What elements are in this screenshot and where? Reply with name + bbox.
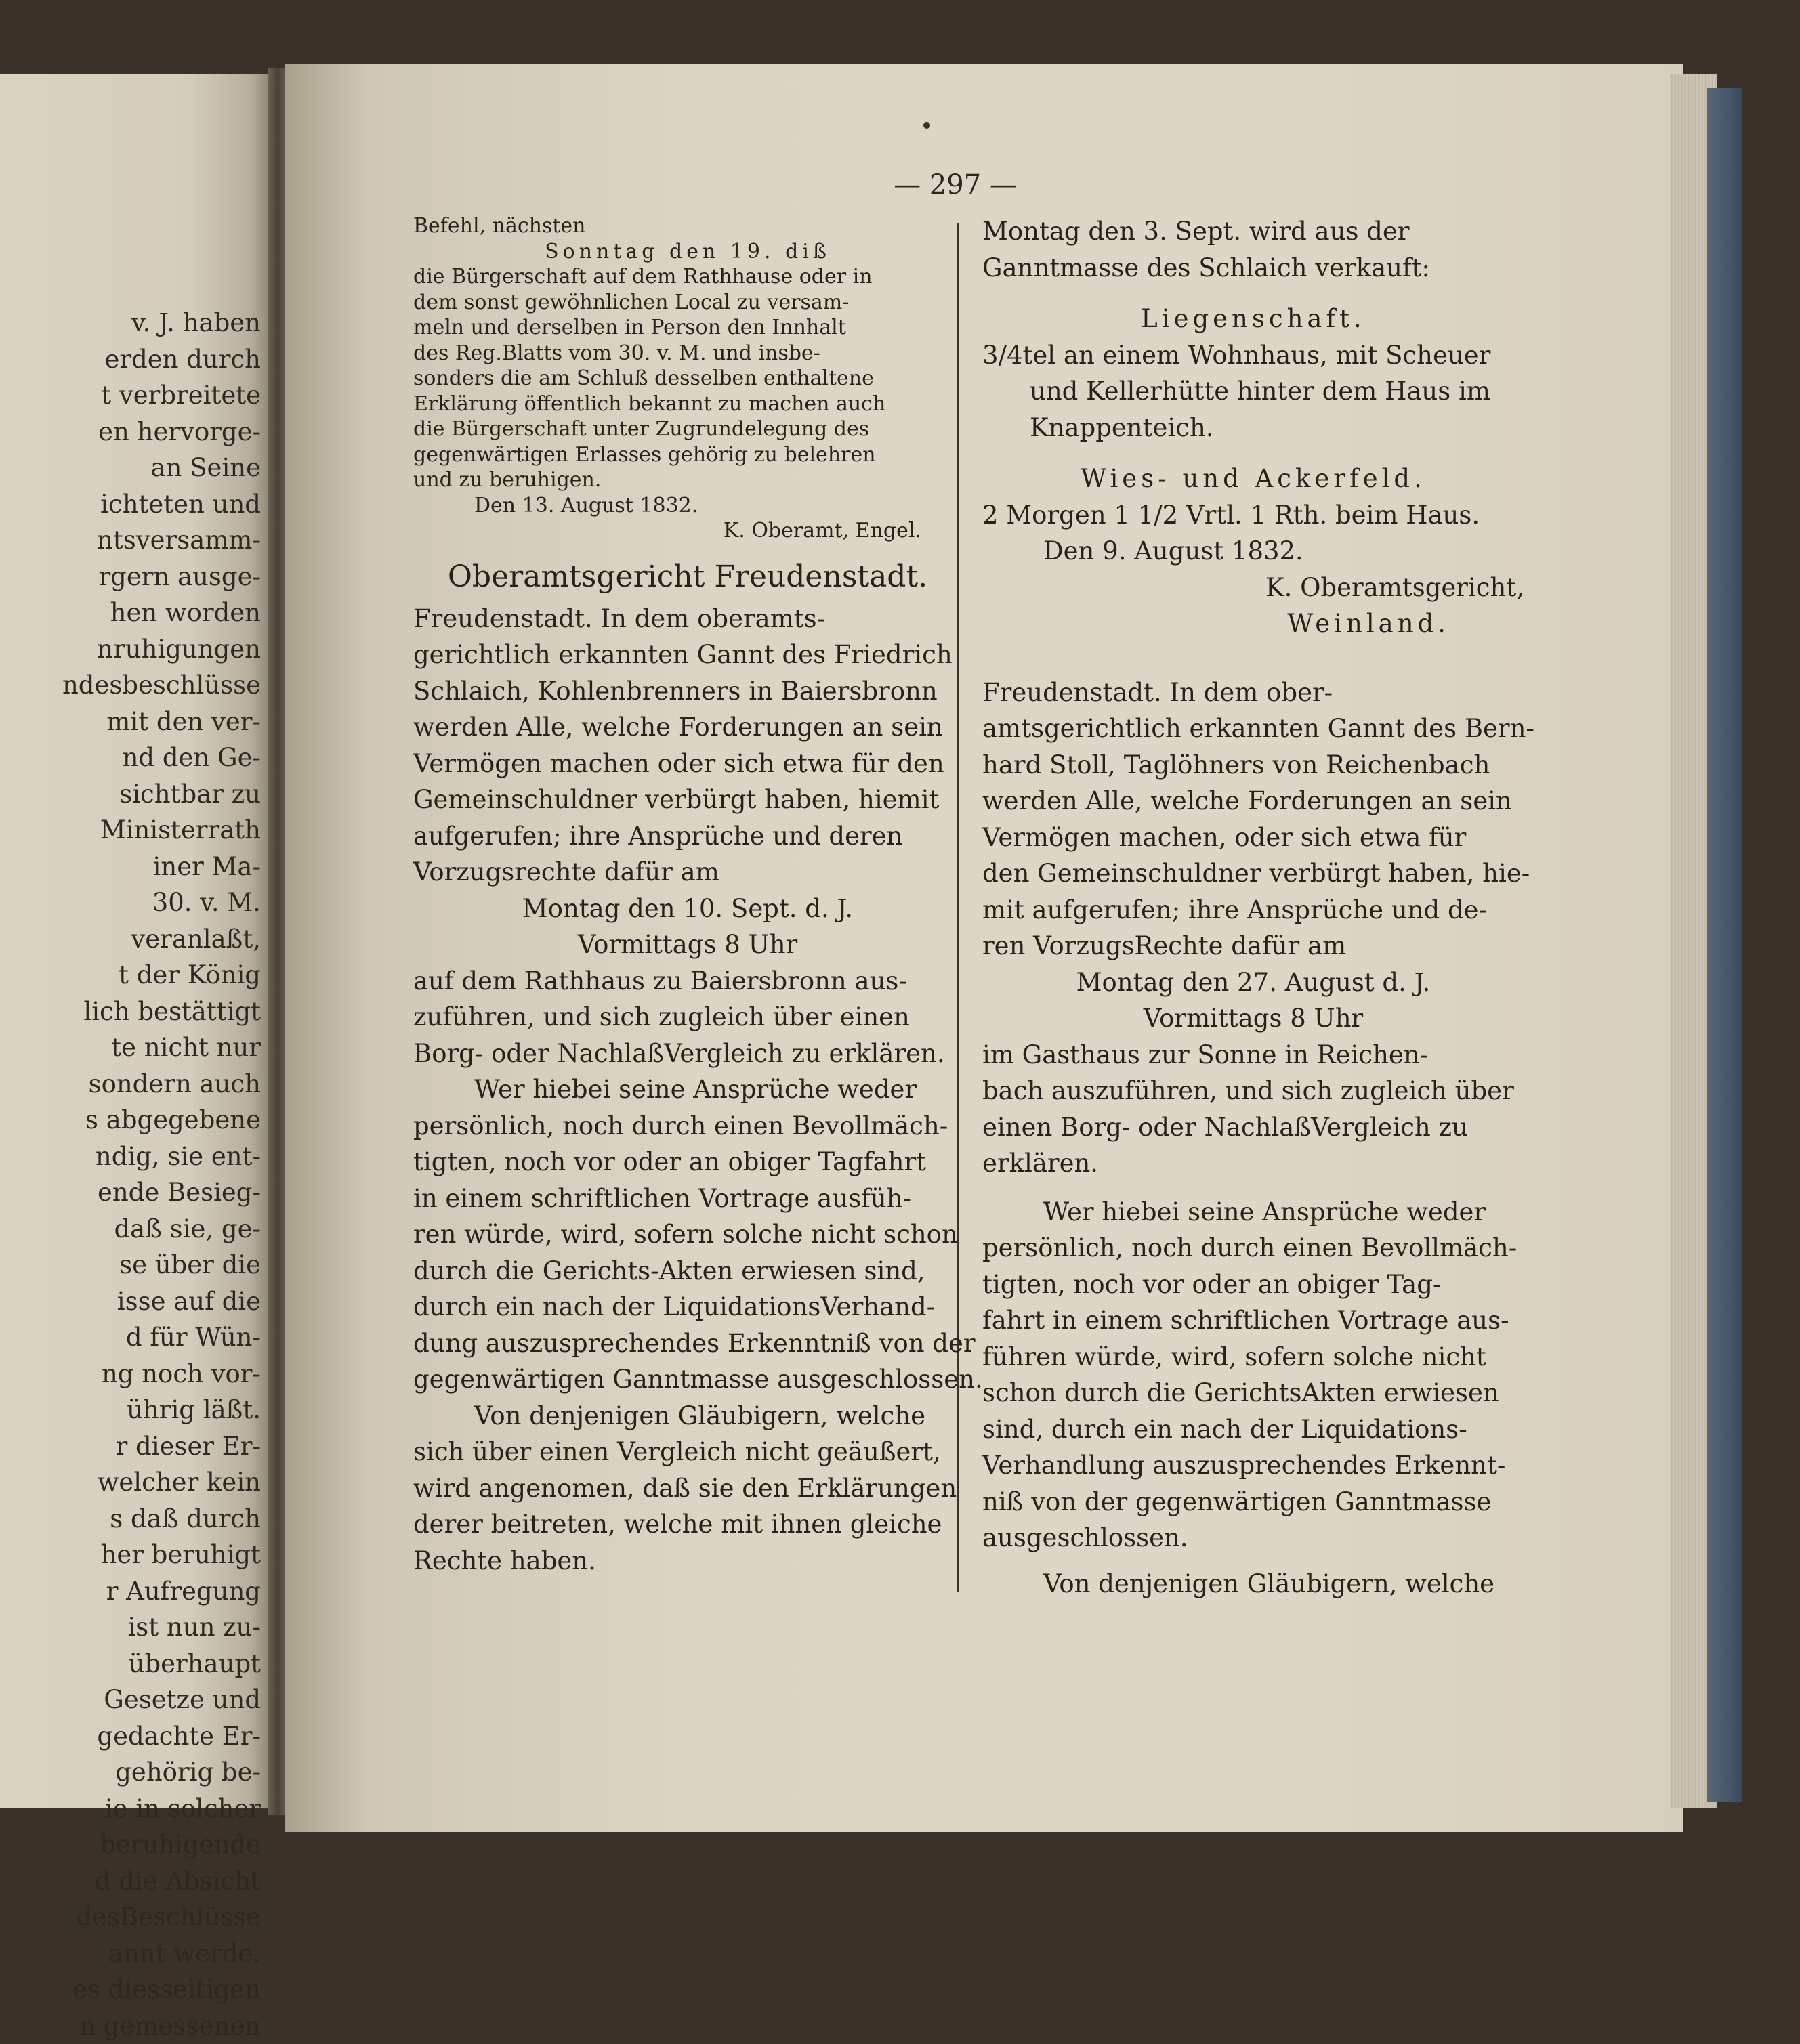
left-page-line: s abgegebene <box>0 1102 268 1138</box>
notice-line: Rechte haben. <box>413 1543 962 1579</box>
notice-line: Schlaich, Kohlenbrenners in Baiersbronn <box>413 673 962 710</box>
left-page-line: ist nun zu- <box>0 1609 268 1646</box>
decree-line: des Reg.Blatts vom 30. v. M. und insbe- <box>413 341 962 366</box>
notice-line: einen Borg- oder NachlaßVergleich zu <box>982 1109 1524 1146</box>
notice-body <box>413 601 962 891</box>
notice-line: ren würde, wird, sofern solche nicht schon <box>413 1216 962 1253</box>
notice-line: Vermögen machen oder sich etwa für den <box>413 746 962 782</box>
left-page-line: erden durch <box>0 341 268 378</box>
decree-line: und zu beruhigen. <box>413 467 962 493</box>
left-page-line: gehörig be- <box>0 1754 268 1791</box>
notice-line: ren VorzugsRechte dafür am <box>982 928 1524 964</box>
notice-line: Vermögen machen, oder sich etwa für <box>982 819 1524 856</box>
notice-line: derer beitreten, welche mit ihnen gleiche <box>413 1506 962 1543</box>
section-liegenschaft: Liegenschaft. <box>982 301 1524 337</box>
decree-line: dem sonst gewöhnlichen Local zu versam- <box>413 290 962 316</box>
notice-line: durch die Gerichts-Akten erwiesen sind, <box>413 1253 962 1290</box>
decree-line: Befehl, nächsten <box>413 213 962 239</box>
notice-line: Freudenstadt. In dem ober- <box>982 675 1524 711</box>
left-page-line: gedachte Er- <box>0 1718 268 1755</box>
notice-line: Wer hiebei seine Ansprüche weder <box>982 1194 1524 1231</box>
decree-line: K. Oberamt, Engel. <box>413 518 962 544</box>
left-page-line: ichteten und <box>0 486 268 523</box>
left-page-line: te nicht nur <box>0 1029 268 1066</box>
left-page-line: welcher kein <box>0 1464 268 1501</box>
left-page-line: d die Absicht <box>0 1863 268 1900</box>
notice-date: Den 9. August 1832. <box>982 533 1524 570</box>
sale-intro <box>982 213 1524 286</box>
left-page-line: ie in solcher <box>0 1791 268 1827</box>
left-page-line: isse auf die <box>0 1283 268 1320</box>
notice-paragraph-3 <box>982 1566 1524 1602</box>
left-page-line: r dieser Er- <box>0 1428 268 1465</box>
property-line: und Kellerhütte hinter dem Haus im <box>982 373 1524 410</box>
signature-name: Weinland. <box>982 605 1524 642</box>
hearing-date: Montag den 27. August d. J. <box>982 964 1524 1001</box>
notice-line: zuführen, und sich zugleich über einen <box>413 999 962 1036</box>
notice-line: führen würde, wird, sofern solche nicht <box>982 1339 1524 1376</box>
left-page-line: sondern auch <box>0 1066 268 1103</box>
notice-line: im Gasthaus zur Sonne in Reichen- <box>982 1037 1524 1073</box>
notice-line: wird angenomen, daß sie den Erklärungen <box>413 1470 962 1507</box>
notice-line: dung auszusprechendes Erkenntniß von der <box>413 1325 962 1362</box>
notice-line: durch ein nach der LiquidationsVerhand- <box>413 1289 962 1325</box>
notice-body <box>982 675 1524 964</box>
notice-body-continued <box>413 963 962 1072</box>
notice-line: schon durch die GerichtsAkten erwiesen <box>982 1375 1524 1411</box>
hearing-time: Vormittags 8 Uhr <box>413 927 962 963</box>
hearing-time: Vormittags 8 Uhr <box>982 1000 1524 1037</box>
notice-body-continued <box>982 1037 1524 1182</box>
notice-line: persönlich, noch durch einen Bevollmäch- <box>982 1230 1524 1266</box>
property-line: 3/4tel an einem Wohnhaus, mit Scheuer <box>982 337 1524 374</box>
left-page-line: desBeschlüsse <box>0 1899 268 1936</box>
notice-line: Wer hiebei seine Ansprüche weder <box>413 1071 962 1108</box>
notice-line: sind, durch ein nach der Liquidations- <box>982 1411 1524 1448</box>
left-page-line: d für Wün- <box>0 1319 268 1356</box>
notice-line: sich über einen Vergleich nicht geäußert, <box>413 1434 962 1470</box>
left-page-line: nruhigungen <box>0 631 268 668</box>
notice-line: den Gemeinschuldner verbürgt haben, hie- <box>982 855 1524 892</box>
left-page-line: ührig läßt. <box>0 1392 268 1428</box>
notice-line: Gemeinschuldner verbürgt haben, hiemit <box>413 782 962 818</box>
left-page-line: n gemessenen <box>0 2008 268 2044</box>
left-page-line: ndesbeschlüsse <box>0 667 268 704</box>
right-column <box>982 213 1524 1602</box>
left-page-line: daß sie, ge- <box>0 1211 268 1248</box>
property-item-2: 2 Morgen 1 1/2 Vrtl. 1 Rth. beim Haus. <box>982 497 1524 534</box>
left-page-line: ng noch vor- <box>0 1356 268 1392</box>
notice-line: erklären. <box>982 1145 1524 1182</box>
decree-line: Erklärung öffentlich bekannt zu machen auch <box>413 391 962 417</box>
notice-paragraph-2 <box>982 1194 1524 1556</box>
left-page-line: lich bestättigt <box>0 994 268 1030</box>
left-page-line: ndig, sie ent- <box>0 1138 268 1175</box>
notice-line: mit aufgerufen; ihre Ansprüche und de- <box>982 892 1524 929</box>
section-heading: Oberamtsgericht Freudenstadt. <box>413 553 962 601</box>
left-column <box>413 213 962 1579</box>
notice-line: Verhandlung auszusprechendes Erkennt- <box>982 1447 1524 1484</box>
notice-line: tigten, noch vor oder an obiger Tagfahrt <box>413 1144 962 1180</box>
left-page-line: her beruhigt <box>0 1537 268 1573</box>
left-page-line: nd den Ge- <box>0 740 268 776</box>
notice-paragraph-3 <box>413 1398 962 1579</box>
book-cover-edge <box>1707 88 1742 1802</box>
notice-line: auf dem Rathhaus zu Baiersbronn aus- <box>413 963 962 1000</box>
left-page-line: annt werde. <box>0 1936 268 1972</box>
left-page-line: sichtbar zu <box>0 776 268 813</box>
left-page-line: ende Besieg- <box>0 1174 268 1211</box>
left-page-line: rgern ausge- <box>0 559 268 595</box>
property-item-1 <box>982 337 1524 446</box>
notice-line: persönlich, noch durch einen Bevollmäch- <box>413 1108 962 1145</box>
notice-line: werden Alle, welche Forderungen an sein <box>982 783 1524 819</box>
left-page-line: Ministerrath <box>0 812 268 849</box>
notice-paragraph-2 <box>413 1071 962 1398</box>
notice-line: fahrt in einem schriftlichen Vortrage aus- <box>982 1302 1524 1339</box>
decree-line: Den 13. August 1832. <box>413 493 962 519</box>
intro-line: Montag den 3. Sept. wird aus der <box>982 213 1524 250</box>
left-page-line: 30. v. M. <box>0 885 268 921</box>
notice-line: Vorzugsrechte dafür am <box>413 854 962 891</box>
decree-block <box>413 213 962 544</box>
left-page-line: iner Ma- <box>0 849 268 885</box>
left-page-line: mit den ver- <box>0 704 268 740</box>
left-page-line: hen worden <box>0 595 268 631</box>
notice-line: ausgeschlossen. <box>982 1520 1524 1556</box>
left-page-line: an Seine <box>0 450 268 486</box>
left-page-line: t verbreitete <box>0 377 268 414</box>
left-page-line: t der König <box>0 957 268 994</box>
left-page-line: Gesetze und <box>0 1682 268 1718</box>
notice-line: Von denjenigen Gläubigern, welche <box>982 1566 1524 1602</box>
decree-line: meln und derselben in Person den Innhalt <box>413 315 962 341</box>
notice-line: bach auszuführen, und sich zugleich über <box>982 1073 1524 1109</box>
decree-line: die Bürgerschaft unter Zugrundelegung des <box>413 417 962 442</box>
notice-line: gegenwärtigen Ganntmasse ausgeschlossen. <box>413 1361 962 1398</box>
left-page-line: es diesseitigen <box>0 1972 268 2008</box>
notice-line: Freudenstadt. In dem oberamts- <box>413 601 962 637</box>
left-page-line: se über die <box>0 1247 268 1283</box>
section-wies: Wies- und Ackerfeld. <box>982 461 1524 497</box>
intro-line: Ganntmasse des Schlaich verkauft: <box>982 250 1524 286</box>
decree-line: sonders die am Schluß desselben enthaltene <box>413 366 962 391</box>
left-page-line: s daß durch <box>0 1501 268 1537</box>
notice-line: tigten, noch vor oder an obiger Tag- <box>982 1266 1524 1303</box>
notice-line: in einem schriftlichen Vortrage ausfüh- <box>413 1180 962 1217</box>
left-page-line: en hervorge- <box>0 414 268 450</box>
left-page-line: v. J. haben <box>0 305 268 341</box>
property-line: Knappenteich. <box>982 410 1524 446</box>
notice-line: werden Alle, welche Forderungen an sein <box>413 709 962 746</box>
decree-line: die Bürgerschaft auf dem Rathhause oder in <box>413 264 962 290</box>
decree-line: Sonntag den 19. diß <box>413 239 962 265</box>
ink-dot <box>923 122 930 129</box>
left-page-line: überhaupt <box>0 1646 268 1682</box>
page-number: — 297 — <box>867 169 1043 200</box>
hearing-date: Montag den 10. Sept. d. J. <box>413 891 962 927</box>
notice-line: Von denjenigen Gläubigern, welche <box>413 1398 962 1434</box>
left-page <box>0 74 271 1808</box>
notice-line: hard Stoll, Taglöhners von Reichenbach <box>982 747 1524 784</box>
notice-line: Borg- oder NachlaßVergleich zu erklären. <box>413 1036 962 1072</box>
notice-line: aufgerufen; ihre Ansprüche und deren <box>413 818 962 855</box>
left-page-line: r Aufregung <box>0 1573 268 1610</box>
left-page-line: beruhigende <box>0 1827 268 1863</box>
notice-line: amtsgerichtlich erkannten Gannt des Bern- <box>982 710 1524 747</box>
decree-line: gegenwärtigen Erlasses gehörig zu belehren <box>413 442 962 468</box>
left-page-line: ntsversamm- <box>0 522 268 559</box>
notice-line: gerichtlich erkannten Gannt des Friedrich <box>413 637 962 673</box>
signature-office: K. Oberamtsgericht, <box>982 570 1524 606</box>
left-page-line: veranlaßt, <box>0 921 268 958</box>
notice-line: niß von der gegenwärtigen Ganntmasse <box>982 1484 1524 1520</box>
left-page-text <box>0 305 268 2044</box>
